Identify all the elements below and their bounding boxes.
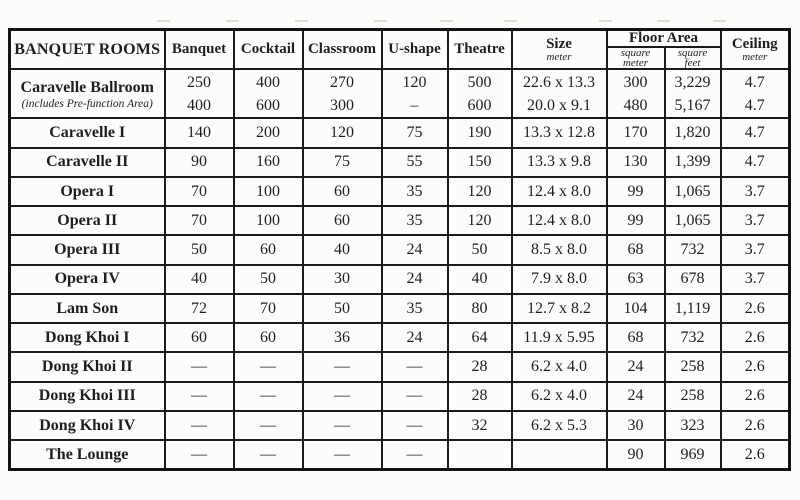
size-cell: 6.2 x 5.3 bbox=[512, 411, 607, 440]
square-feet-cell: 732 bbox=[665, 235, 721, 264]
classroom-cell: 60 bbox=[303, 206, 382, 235]
room-name-cell: Dong Khoi I bbox=[10, 323, 165, 352]
square-feet-cell: 3,229 5,167 bbox=[665, 69, 721, 118]
banquet-cell: 72 bbox=[165, 294, 234, 323]
square-meter-cell: 300 480 bbox=[607, 69, 665, 118]
u-shape-cell: 24 bbox=[382, 323, 448, 352]
header-banquet: Banquet bbox=[165, 30, 234, 70]
table-row bbox=[10, 118, 790, 147]
u-shape-cell: 35 bbox=[382, 294, 448, 323]
banquet-cell: 90 bbox=[165, 148, 234, 177]
room-name-cell: Caravelle I bbox=[10, 118, 165, 147]
u-shape-cell: 24 bbox=[382, 235, 448, 264]
classroom-cell: 36 bbox=[303, 323, 382, 352]
ceiling-cell: 3.7 bbox=[721, 235, 790, 264]
header-banquet-rooms: BANQUET ROOMS bbox=[10, 30, 165, 70]
classroom-cell: — bbox=[303, 352, 382, 381]
header-square-feet: square feet bbox=[665, 47, 721, 69]
scan-artifact-dash bbox=[226, 20, 239, 22]
header-ceiling-label: Ceiling bbox=[731, 36, 778, 52]
square-meter-cell: 63 bbox=[607, 265, 665, 294]
square-meter-cell: 68 bbox=[607, 235, 665, 264]
u-shape-cell: 55 bbox=[382, 148, 448, 177]
u-shape-cell: 75 bbox=[382, 118, 448, 147]
square-meter-cell: 130 bbox=[607, 148, 665, 177]
ceiling-cell: 3.7 bbox=[721, 265, 790, 294]
scan-artifact-dash bbox=[657, 20, 670, 22]
cocktail-cell: 200 bbox=[234, 118, 303, 147]
header-u-shape: U-shape bbox=[382, 30, 448, 70]
classroom-cell: 30 bbox=[303, 265, 382, 294]
size-cell: 13.3 x 12.8 bbox=[512, 118, 607, 147]
square-feet-cell: 732 bbox=[665, 323, 721, 352]
table-row bbox=[10, 411, 790, 440]
room-name-cell: Caravelle Ballroom (includes Pre-function Area) bbox=[10, 69, 165, 118]
banquet-cell: 70 bbox=[165, 177, 234, 206]
theatre-cell: 50 bbox=[448, 235, 512, 264]
square-meter-cell: 30 bbox=[607, 411, 665, 440]
room-name-cell: Opera IV bbox=[10, 265, 165, 294]
size-cell: 12.4 x 8.0 bbox=[512, 206, 607, 235]
theatre-cell: 40 bbox=[448, 265, 512, 294]
banquet-cell: 140 bbox=[165, 118, 234, 147]
table-row bbox=[10, 235, 790, 264]
scan-artifact-dash bbox=[713, 20, 726, 22]
ceiling-cell: 3.7 bbox=[721, 206, 790, 235]
classroom-cell: 40 bbox=[303, 235, 382, 264]
ceiling-cell: 4.7 bbox=[721, 148, 790, 177]
scan-artifact-dash bbox=[440, 20, 453, 22]
ceiling-cell: 2.6 bbox=[721, 352, 790, 381]
banquet-cell: 60 bbox=[165, 323, 234, 352]
square-meter-cell: 104 bbox=[607, 294, 665, 323]
banquet-cell: — bbox=[165, 440, 234, 469]
size-cell: 6.2 x 4.0 bbox=[512, 352, 607, 381]
room-name-cell: Lam Son bbox=[10, 294, 165, 323]
ceiling-cell: 2.6 bbox=[721, 382, 790, 411]
room-name-cell: The Lounge bbox=[10, 440, 165, 469]
square-feet-cell: 1,065 bbox=[665, 206, 721, 235]
cocktail-cell: 70 bbox=[234, 294, 303, 323]
square-feet-cell: 1,399 bbox=[665, 148, 721, 177]
classroom-cell: 75 bbox=[303, 148, 382, 177]
classroom-cell: — bbox=[303, 382, 382, 411]
header-size-label: Size bbox=[546, 36, 572, 52]
square-feet-cell: 969 bbox=[665, 440, 721, 469]
square-feet-cell: 678 bbox=[665, 265, 721, 294]
size-cell: 6.2 x 4.0 bbox=[512, 382, 607, 411]
cocktail-cell: — bbox=[234, 411, 303, 440]
cocktail-cell: 160 bbox=[234, 148, 303, 177]
header-theatre: Theatre bbox=[448, 30, 512, 70]
size-cell: 11.9 x 5.95 bbox=[512, 323, 607, 352]
u-shape-cell: — bbox=[382, 440, 448, 469]
theatre-cell: 64 bbox=[448, 323, 512, 352]
header-floor-area: Floor Area bbox=[607, 30, 721, 48]
room-name-cell: Opera III bbox=[10, 235, 165, 264]
square-feet-cell: 258 bbox=[665, 352, 721, 381]
u-shape-cell: — bbox=[382, 382, 448, 411]
ceiling-cell: 2.6 bbox=[721, 323, 790, 352]
banquet-cell: 50 bbox=[165, 235, 234, 264]
cocktail-cell: — bbox=[234, 352, 303, 381]
size-cell bbox=[512, 440, 607, 469]
table-row bbox=[10, 206, 790, 235]
scan-artifact-dash bbox=[157, 20, 170, 22]
square-meter-cell: 99 bbox=[607, 206, 665, 235]
table-row-ballroom bbox=[10, 69, 790, 118]
classroom-cell: 60 bbox=[303, 177, 382, 206]
theatre-cell: 120 bbox=[448, 206, 512, 235]
table-row bbox=[10, 440, 790, 469]
table-row bbox=[10, 148, 790, 177]
theatre-cell bbox=[448, 440, 512, 469]
size-cell: 12.7 x 8.2 bbox=[512, 294, 607, 323]
square-meter-cell: 68 bbox=[607, 323, 665, 352]
square-feet-cell: 1,065 bbox=[665, 177, 721, 206]
ceiling-cell: 4.7 4.7 bbox=[721, 69, 790, 118]
u-shape-cell: 24 bbox=[382, 265, 448, 294]
theatre-cell: 80 bbox=[448, 294, 512, 323]
cocktail-cell: 60 bbox=[234, 323, 303, 352]
square-meter-cell: 24 bbox=[607, 382, 665, 411]
ceiling-cell: 4.7 bbox=[721, 118, 790, 147]
theatre-cell: 190 bbox=[448, 118, 512, 147]
scan-artifact-dash bbox=[504, 20, 517, 22]
header-square-meter: square meter bbox=[607, 47, 665, 69]
ceiling-cell: 2.6 bbox=[721, 411, 790, 440]
ceiling-cell: 2.6 bbox=[721, 294, 790, 323]
theatre-cell: 28 bbox=[448, 352, 512, 381]
header-size bbox=[512, 30, 607, 70]
theatre-cell: 32 bbox=[448, 411, 512, 440]
classroom-cell: 50 bbox=[303, 294, 382, 323]
table-row bbox=[10, 382, 790, 411]
square-meter-cell: 24 bbox=[607, 352, 665, 381]
table-row bbox=[10, 352, 790, 381]
room-name-cell: Dong Khoi III bbox=[10, 382, 165, 411]
u-shape-cell: 120 – bbox=[382, 69, 448, 118]
banquet-cell: 70 bbox=[165, 206, 234, 235]
room-name-cell: Opera I bbox=[10, 177, 165, 206]
table-row bbox=[10, 265, 790, 294]
scan-artifact-dash bbox=[374, 20, 387, 22]
header-ceiling bbox=[721, 30, 790, 70]
cocktail-cell: 400 600 bbox=[234, 69, 303, 118]
square-feet-cell: 323 bbox=[665, 411, 721, 440]
size-cell: 22.6 x 13.3 20.0 x 9.1 bbox=[512, 69, 607, 118]
cocktail-cell: 50 bbox=[234, 265, 303, 294]
room-name-cell: Opera II bbox=[10, 206, 165, 235]
header-ceiling-unit: meter bbox=[742, 51, 768, 63]
header-cocktail: Cocktail bbox=[234, 30, 303, 70]
size-cell: 12.4 x 8.0 bbox=[512, 177, 607, 206]
size-cell: 13.3 x 9.8 bbox=[512, 148, 607, 177]
classroom-cell: — bbox=[303, 411, 382, 440]
cocktail-cell: 100 bbox=[234, 206, 303, 235]
theatre-cell: 150 bbox=[448, 148, 512, 177]
theatre-cell: 28 bbox=[448, 382, 512, 411]
banquet-rooms-table bbox=[8, 28, 791, 471]
header-classroom: Classroom bbox=[303, 30, 382, 70]
banquet-cell: 250 400 bbox=[165, 69, 234, 118]
room-note: (includes Pre-function Area) bbox=[21, 97, 153, 110]
table-row bbox=[10, 294, 790, 323]
u-shape-cell: 35 bbox=[382, 177, 448, 206]
table-row bbox=[10, 177, 790, 206]
theatre-cell: 500 600 bbox=[448, 69, 512, 118]
room-name-cell: Dong Khoi II bbox=[10, 352, 165, 381]
scan-artifact-dash bbox=[295, 20, 308, 22]
classroom-cell: — bbox=[303, 440, 382, 469]
table-row bbox=[10, 323, 790, 352]
room-name-cell: Caravelle II bbox=[10, 148, 165, 177]
cocktail-cell: 100 bbox=[234, 177, 303, 206]
classroom-cell: 120 bbox=[303, 118, 382, 147]
cocktail-cell: — bbox=[234, 440, 303, 469]
table-header bbox=[10, 30, 790, 70]
theatre-cell: 120 bbox=[448, 177, 512, 206]
ceiling-cell: 3.7 bbox=[721, 177, 790, 206]
u-shape-cell: — bbox=[382, 411, 448, 440]
room-name-cell: Dong Khoi IV bbox=[10, 411, 165, 440]
cocktail-cell: — bbox=[234, 382, 303, 411]
square-feet-cell: 1,820 bbox=[665, 118, 721, 147]
banquet-cell: 40 bbox=[165, 265, 234, 294]
u-shape-cell: — bbox=[382, 352, 448, 381]
square-feet-cell: 258 bbox=[665, 382, 721, 411]
ceiling-cell: 2.6 bbox=[721, 440, 790, 469]
cocktail-cell: 60 bbox=[234, 235, 303, 264]
square-meter-cell: 90 bbox=[607, 440, 665, 469]
banquet-cell: — bbox=[165, 411, 234, 440]
classroom-cell: 270 300 bbox=[303, 69, 382, 118]
u-shape-cell: 35 bbox=[382, 206, 448, 235]
banquet-cell: — bbox=[165, 382, 234, 411]
scan-artifact-dash bbox=[599, 20, 612, 22]
square-meter-cell: 99 bbox=[607, 177, 665, 206]
header-size-unit: meter bbox=[546, 51, 572, 63]
banquet-cell: — bbox=[165, 352, 234, 381]
square-feet-cell: 1,119 bbox=[665, 294, 721, 323]
size-cell: 8.5 x 8.0 bbox=[512, 235, 607, 264]
size-cell: 7.9 x 8.0 bbox=[512, 265, 607, 294]
square-meter-cell: 170 bbox=[607, 118, 665, 147]
